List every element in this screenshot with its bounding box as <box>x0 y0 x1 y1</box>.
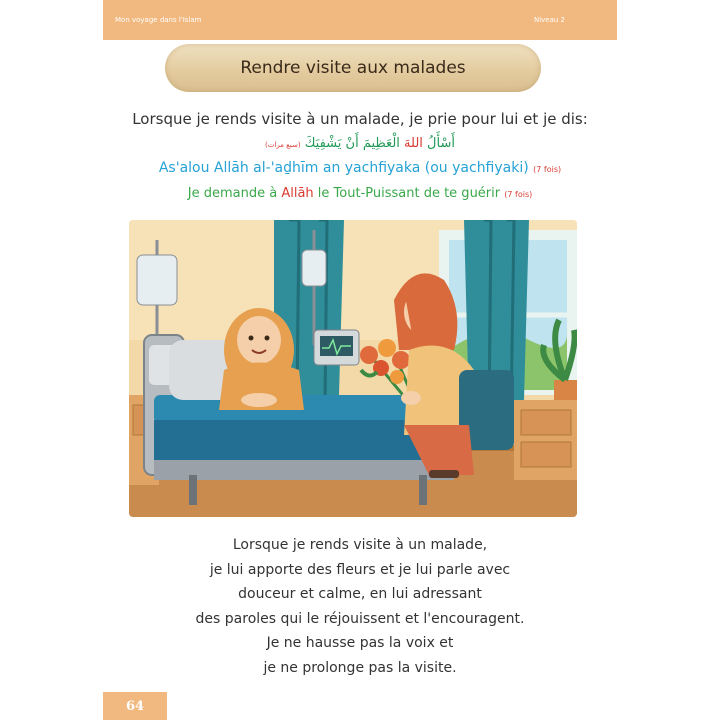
dua-transliteration <box>0 160 720 176</box>
dua-arabic-part2: الْعَظِيمَ أَنْ يَشْفِيَكَ <box>300 136 405 151</box>
dua-french-part1: Je demande à <box>187 186 282 201</box>
dua-arabic-part1: أَسْأَلُ <box>422 136 455 151</box>
level-label: Niveau 2 <box>533 16 565 24</box>
dua-french-note: (7 fois) <box>504 190 533 199</box>
body-line: je lui apporte des fleurs et je lui parle avec <box>209 561 511 578</box>
body-line: je ne prolonge pas la visite. <box>263 659 457 676</box>
dua-arabic-allah: اللهَ <box>404 136 423 151</box>
dua-translit-text: As'alou Allāh al-'aḏhīm an yachfiyaka (ou yachfiyaki) <box>158 160 534 176</box>
dua-translation <box>0 186 720 201</box>
body-line: Lorsque je rends visite à un malade, <box>232 537 488 553</box>
body-line: des paroles qui le réjouissent et l'encouragent. <box>195 610 525 627</box>
intro-text: Lorsque je rends visite à un malade, je prie pour lui et je dis: <box>132 110 588 128</box>
dua-translit-note: (7 fois) <box>533 165 562 174</box>
dua-arabic-note: (سبع مرات) <box>265 141 301 149</box>
body-line: douceur et calme, en lui adressant <box>238 586 482 602</box>
page-header <box>103 0 617 40</box>
body-paragraph <box>0 533 720 680</box>
page-number: 64 <box>103 692 167 720</box>
dua-arabic <box>0 136 720 151</box>
dua-french-allah: Allāh <box>281 186 314 201</box>
page-title: Rendre visite aux malades <box>240 58 466 78</box>
title-banner <box>165 44 541 92</box>
body-line: Je ne hausse pas la voix et <box>266 635 454 651</box>
dua-french-part2: le Tout-Puissant de te guérir <box>313 186 505 201</box>
book-title: Mon voyage dans l'Islam <box>115 16 202 24</box>
hospital-visit-illustration <box>129 220 577 517</box>
illustration-svg <box>129 220 577 517</box>
